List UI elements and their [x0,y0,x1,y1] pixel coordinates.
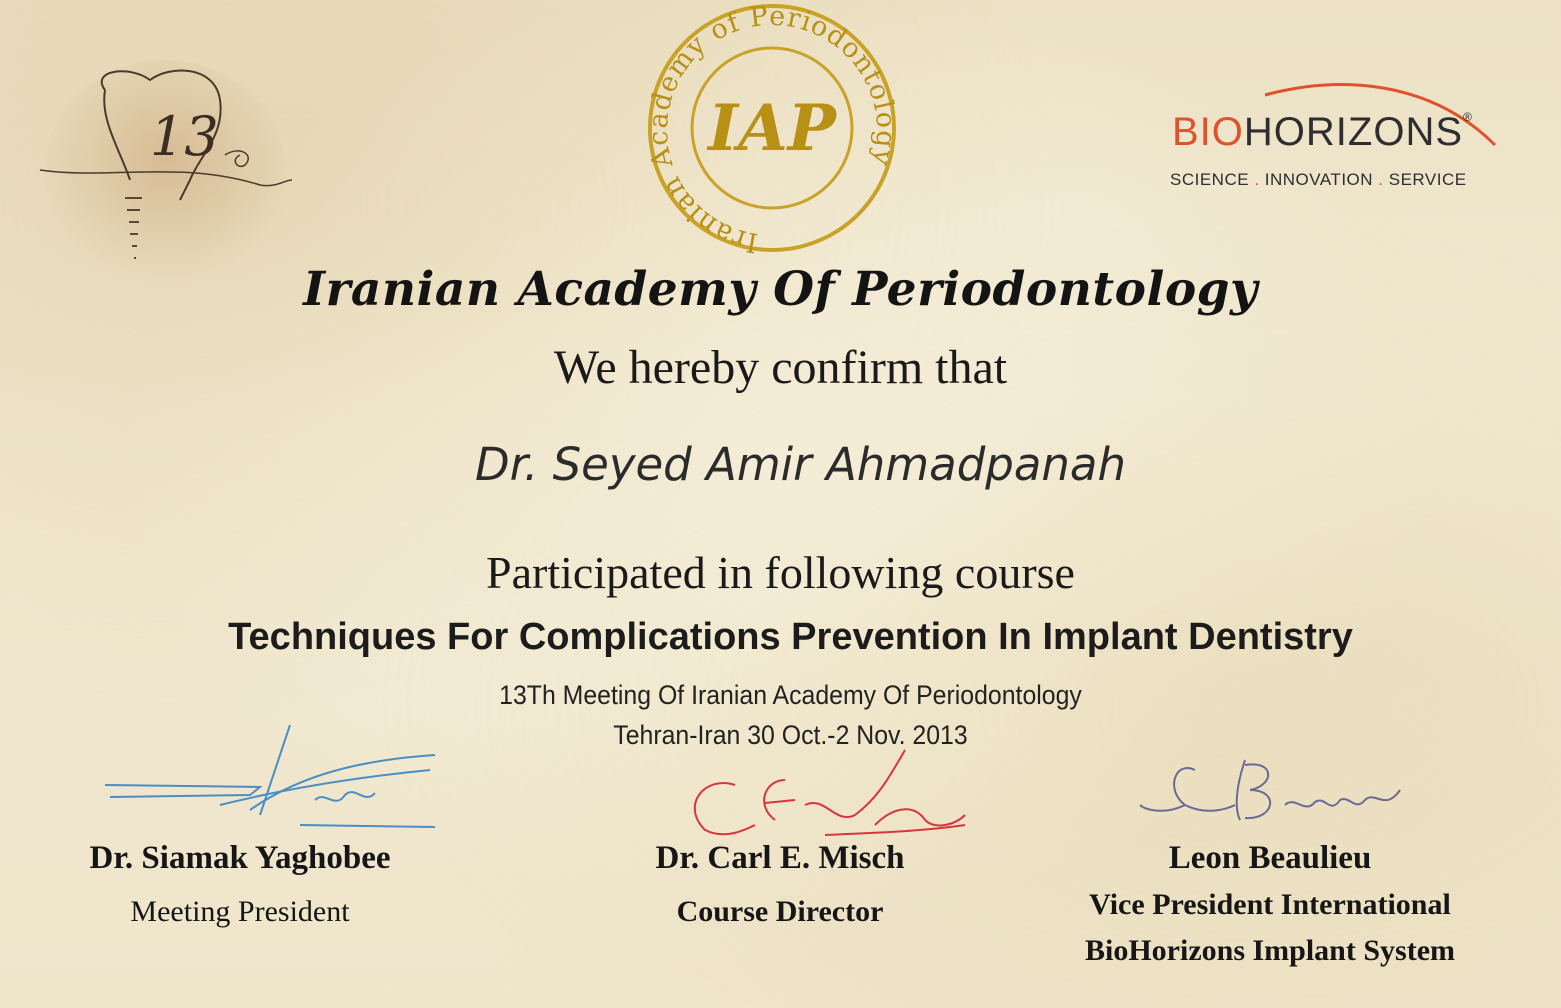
signatory-role: BioHorizons Implant System [1084,934,1456,967]
brand-part-2: HORIZONS [1243,110,1464,154]
seal-ring-text: Iranian Academy of Periodontology [645,0,900,258]
signature-yaghobee [100,715,445,835]
organization-title: Iranian Academy Of Periodontology [303,262,1258,317]
signature-misch [675,745,975,845]
tagline-separator: . [1254,170,1260,189]
tagline-word: INNOVATION [1264,170,1374,189]
brand-tagline [1170,170,1467,190]
meeting-line: 13Th Meeting Of Iranian Academy Of Periodontology [499,680,1082,710]
signatory-name: Dr. Carl E. Misch [655,840,905,876]
registered-mark: ® [1463,110,1473,124]
iap-seal [645,0,900,258]
signatory-role: Meeting President [130,895,350,928]
biohorizons-logo [1160,80,1520,200]
seal-initials: IAP [708,91,836,166]
tagline-separator: . [1378,170,1384,189]
meeting-13-logo [30,60,310,290]
brand-part-1: BIO [1172,110,1244,154]
signatory-role: Course Director [676,895,884,928]
signatory-name: Leon Beaulieu [1168,840,1372,876]
tagline-word: SCIENCE [1170,170,1250,189]
signatory-name: Dr. Siamak Yaghobee [89,840,391,876]
recipient-name: Dr. Seyed Amir Ahmadpanah [474,438,1127,491]
meeting-number: 13 [150,105,219,168]
signatory-role: Vice President International [1089,888,1451,921]
tooth-implant-icon [30,60,310,290]
tagline-word: SERVICE [1388,170,1467,189]
participated-text: Participated in following course [486,547,1075,598]
course-title: Techniques For Complications Prevention In Implant Dentistry [228,616,1353,658]
confirm-text: We hereby confirm that [553,341,1008,394]
biohorizons-wordmark [1172,110,1473,155]
place-date: Tehran-Iran 30 Oct.-2 Nov. 2013 [613,720,968,750]
signature-beaulieu [1135,750,1405,830]
